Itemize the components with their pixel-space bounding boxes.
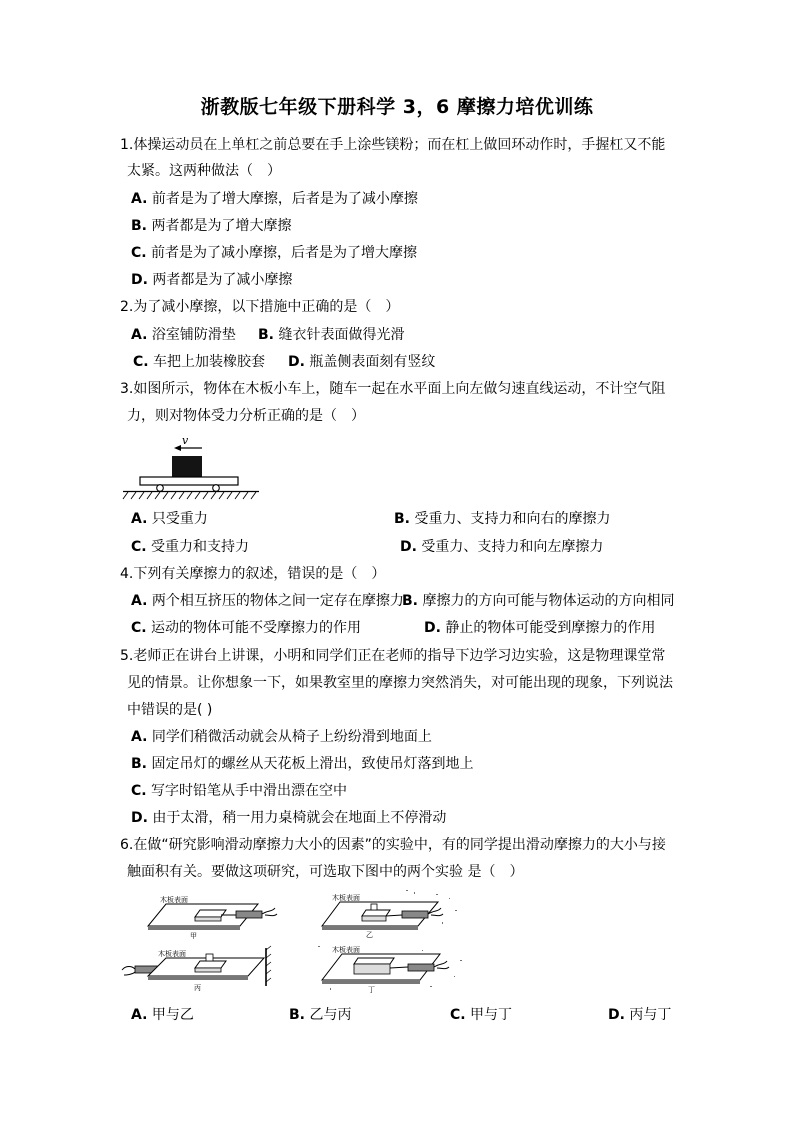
option-text: 受重力、支持力和向左摩擦力 <box>421 539 604 555</box>
surface-label: 木板表面 <box>332 894 360 902</box>
q6-option-a <box>131 1006 194 1024</box>
option-label: C. <box>131 539 147 555</box>
q1-stem-line2: 太紧。这两种做法（ ） <box>127 163 281 179</box>
q1-option-a <box>131 190 418 208</box>
option-text: 车把上加装橡胶套 <box>153 354 266 370</box>
q3-option-c <box>131 538 249 556</box>
cart-figure <box>118 432 263 502</box>
q6-option-b <box>289 1006 351 1024</box>
option-text: 乙与丙 <box>309 1007 352 1023</box>
option-text: 丙与丁 <box>629 1007 672 1023</box>
q3-option-d <box>400 538 603 556</box>
q4-stem-line1: 4.下列有关摩擦力的叙述，错误的是（ ） <box>120 566 386 582</box>
option-label: B. <box>131 756 147 772</box>
q5-stem-line1: 5.老师正在讲台上讲课，小明和同学们正在老师的指导下边学习边实验，这是物理课堂常 <box>120 648 666 664</box>
block <box>172 456 202 477</box>
option-label: D. <box>608 1007 625 1023</box>
cart-board <box>140 477 238 485</box>
option-text: 两个相互挤压的物体之间一定存在摩擦力 <box>151 593 404 609</box>
option-text: 只受重力 <box>151 511 208 527</box>
option-text: 前者是为了减小摩擦，后者是为了增大摩擦 <box>151 245 418 261</box>
label-ding: 丁 <box>368 986 375 994</box>
option-label: B. <box>402 593 418 609</box>
option-text: 静止的物体可能受到摩擦力的作用 <box>445 620 656 636</box>
q1-option-d <box>131 271 292 289</box>
option-text: 受重力和支持力 <box>151 539 250 555</box>
q3-option-a <box>131 510 208 528</box>
option-text: 同学们稍微活动就会从椅子上纷纷滑到地面上 <box>151 729 432 745</box>
option-label: B. <box>258 327 274 343</box>
experiment-jia <box>148 895 277 940</box>
label-bing: 丙 <box>194 984 201 992</box>
option-text: 运动的物体可能不受摩擦力的作用 <box>151 620 362 636</box>
option-text: 前者是为了增大摩擦，后者是为了减小摩擦 <box>151 191 418 207</box>
q6-stem-line1: 6.在做“研究影响滑动摩擦力大小的因素”的实验中，有的同学提出滑动摩擦力的大小与接 <box>120 837 666 853</box>
option-label: B. <box>289 1007 305 1023</box>
option-label: D. <box>288 354 305 370</box>
option-text: 写字时铅笔从手中滑出漂在空中 <box>151 783 348 799</box>
wheel-right <box>213 485 220 492</box>
q5-stem-line3: 中错误的是( ) <box>127 702 213 718</box>
option-text: 瓶盖侧表面刻有竖纹 <box>309 354 436 370</box>
label-jia: 甲 <box>190 932 197 940</box>
option-text: 固定吊灯的螺丝从天花板上滑出，致使吊灯落到地上 <box>151 756 474 772</box>
q4-option-c <box>131 619 361 637</box>
option-text: 两者都是为了减小摩擦 <box>152 272 293 288</box>
experiment-bing <box>122 946 271 992</box>
option-text: 甲与丁 <box>470 1007 513 1023</box>
q2-stem-line1: 2.为了减小摩擦，以下措施中正确的是（ ） <box>120 299 400 315</box>
option-label: D. <box>400 539 417 555</box>
q6-stem-line2: 触面积有关。要做这项研究，可选取下图中的两个实验 是（ ） <box>127 864 524 880</box>
option-text: 摩擦力的方向可能与物体运动的方向相同 <box>422 593 675 609</box>
option-label: A. <box>131 191 148 207</box>
surface-label: 木板表面 <box>332 946 360 954</box>
q1-stem-line1: 1.体操运动员在上单杠之前总要在手上涂些镁粉；而在杠上做回环动作时，手握杠又不能 <box>120 137 666 153</box>
option-text: 缝衣针表面做得光滑 <box>278 327 405 343</box>
q4-option-d <box>424 619 655 637</box>
wheel-left <box>157 485 164 492</box>
q3-stem-line1: 3.如图所示，物体在木板小车上，随车一起在水平面上向左做匀速直线运动，不计空气阻 <box>120 381 666 397</box>
q6-option-d <box>608 1006 671 1024</box>
q4-option-b <box>402 592 674 610</box>
option-text: 受重力、支持力和向右的摩擦力 <box>414 511 611 527</box>
experiment-yi <box>322 890 457 939</box>
option-label: A. <box>131 593 148 609</box>
option-label: C. <box>133 354 149 370</box>
q5-stem-line2: 见的情景。让你想象一下，如果教室里的摩擦力突然消失，对可能出现的现象，下列说法 <box>127 675 673 691</box>
option-label: A. <box>131 511 148 527</box>
q5-option-b <box>131 755 473 773</box>
q5-option-a <box>131 728 432 746</box>
option-label: C. <box>450 1007 466 1023</box>
q5-option-c <box>131 782 347 800</box>
option-label: B. <box>131 218 147 234</box>
q3-option-b <box>394 510 610 528</box>
option-text: 两者都是为了增大摩擦 <box>151 218 292 234</box>
surface-label: 木板表面 <box>160 896 188 904</box>
page-title: 浙教版七年级下册科学 3，6 摩擦力培优训练 <box>200 96 594 118</box>
option-label: C. <box>131 783 147 799</box>
q5-option-d <box>131 809 446 827</box>
option-text: 浴室铺防滑垫 <box>151 327 236 343</box>
velocity-label: v <box>182 434 189 447</box>
option-label: D. <box>424 620 441 636</box>
experiment-ding <box>318 945 462 994</box>
option-label: D. <box>131 272 148 288</box>
option-text: 甲与乙 <box>151 1007 194 1023</box>
q4-option-a <box>131 592 404 610</box>
q1-option-b <box>131 217 291 235</box>
option-label: A. <box>131 327 148 343</box>
q2-option-d <box>288 353 435 371</box>
option-label: A. <box>131 729 148 745</box>
arrow-head-icon <box>174 445 181 451</box>
q2-option-b <box>258 326 404 344</box>
option-label: C. <box>131 620 147 636</box>
surface-label: 木板表面 <box>158 950 186 958</box>
option-text: 由于太滑，稍一用力桌椅就会在地面上不停滑动 <box>152 810 447 826</box>
q2-option-c <box>133 353 265 371</box>
q3-stem-line2: 力，则对物体受力分析正确的是（ ） <box>127 408 365 424</box>
ground-hatch <box>123 492 256 499</box>
q6-option-c <box>450 1006 512 1024</box>
q1-option-c <box>131 244 417 262</box>
experiment-figure <box>118 888 473 1000</box>
option-label: D. <box>131 810 148 826</box>
label-yi: 乙 <box>366 931 373 939</box>
option-label: B. <box>394 511 410 527</box>
option-label: C. <box>131 245 147 261</box>
option-label: A. <box>131 1007 148 1023</box>
q2-option-a <box>131 326 236 344</box>
